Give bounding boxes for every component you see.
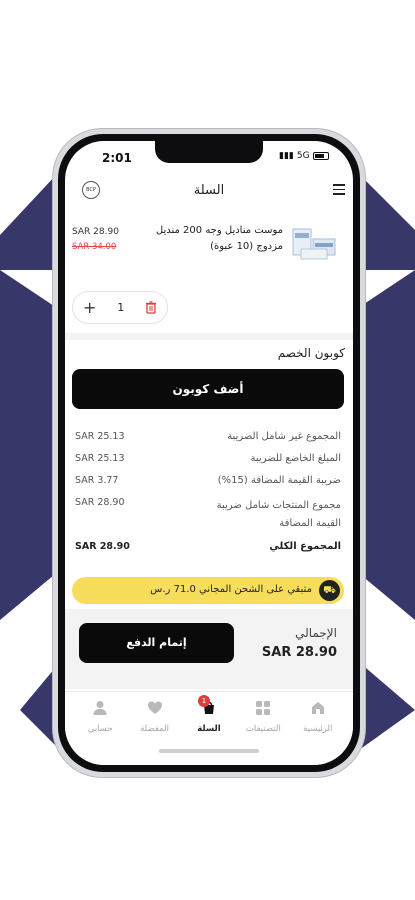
bg-shape-left-mid	[0, 270, 60, 620]
summary-total-row	[65, 541, 353, 559]
battery-icon	[313, 152, 329, 160]
app-header	[65, 177, 353, 205]
product-image	[291, 223, 339, 263]
checkout-button[interactable]: إتمام الدفع	[79, 623, 234, 663]
user-icon	[92, 700, 108, 716]
tab-label: الرئيسية	[303, 724, 333, 734]
add-coupon-button[interactable]: أضف كوبون	[72, 369, 344, 409]
tab-favorites[interactable]	[129, 692, 181, 765]
tab-label: المفضلة	[140, 724, 170, 734]
quantity-stepper	[72, 291, 168, 324]
trash-icon[interactable]	[145, 301, 157, 314]
product-name[interactable]: موست مناديل وجه 200 منديل مزدوج (10 عبوة)	[155, 225, 283, 252]
summary-row	[65, 497, 353, 537]
tab-label: حسابي	[87, 724, 113, 734]
free-shipping-banner	[72, 577, 344, 604]
plus-icon[interactable]: +	[83, 298, 97, 317]
tab-label: السلة	[197, 724, 221, 734]
total-label: الإجمالي	[295, 626, 337, 640]
app-screen	[65, 141, 353, 765]
summary-label: مجموع المنتجات شامل ضريبة القيمة المضافة	[216, 500, 341, 529]
tab-label: التصنيفات	[245, 724, 281, 734]
total-value: SAR 28.90	[261, 645, 337, 660]
summary-row	[65, 453, 353, 471]
summary-total-value: SAR 28.90	[75, 541, 130, 552]
home-indicator	[159, 749, 259, 753]
status-time: 2:01	[102, 151, 132, 165]
tab-cart[interactable]	[183, 692, 235, 765]
section-divider	[65, 333, 353, 340]
categories-icon	[255, 700, 271, 716]
signal-icon: ▮▮▮	[279, 151, 294, 161]
summary-value: SAR 3.77	[75, 475, 119, 486]
cart-item	[65, 211, 353, 281]
summary-row	[65, 431, 353, 449]
summary-total-label: المجموع الكلي	[269, 541, 341, 552]
checkout-bar	[65, 609, 353, 689]
tab-account[interactable]	[74, 692, 126, 765]
phone-notch	[155, 141, 263, 163]
quantity-value: 1	[117, 301, 125, 314]
page-title: السلة	[193, 183, 225, 198]
summary-value: SAR 28.90	[75, 497, 125, 508]
product-old-price: SAR 34.00	[72, 242, 117, 252]
summary-label: ضريبة القيمة المضافة (15%)	[217, 475, 341, 486]
product-price: SAR 28.90	[72, 227, 119, 237]
home-icon	[310, 700, 326, 716]
logo-icon[interactable]: BCP	[82, 181, 100, 199]
cart-badge: 1	[198, 695, 210, 707]
free-shipping-text: متبقي على الشحن المجاني 71.0 ر.س	[150, 584, 312, 595]
summary-value: SAR 25.13	[75, 453, 125, 464]
coupon-title: كوبون الخصم	[277, 346, 345, 360]
summary-value: SAR 25.13	[75, 431, 125, 442]
heart-icon	[147, 700, 163, 716]
summary-row	[65, 475, 353, 493]
tab-categories[interactable]	[237, 692, 289, 765]
summary-label: المجموع غير شامل الضريبة	[227, 431, 341, 442]
status-indicators	[279, 151, 329, 161]
menu-icon[interactable]	[333, 184, 345, 196]
tab-home[interactable]	[292, 692, 344, 765]
network-label: 5G	[296, 151, 310, 161]
truck-icon: ⛟	[319, 580, 340, 601]
bottom-tab-bar	[65, 691, 353, 765]
summary-label: المبلغ الخاضع للضريبة	[250, 453, 341, 464]
